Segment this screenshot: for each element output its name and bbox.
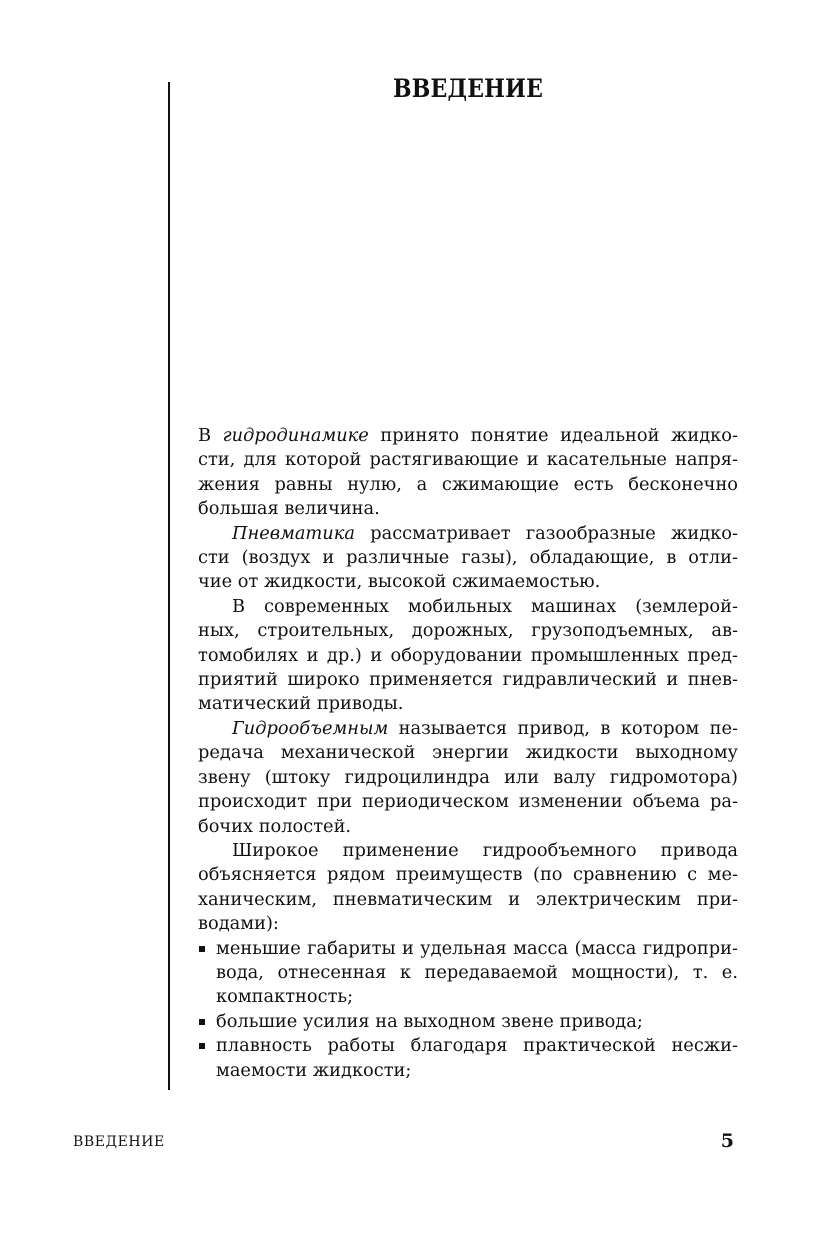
text-line [198, 522, 738, 546]
text-span: рассматривает газообразные жидко- [354, 522, 738, 544]
text-line: ханическим, пневматическим и электрическим при- [198, 888, 738, 910]
list-item [198, 1034, 738, 1083]
page-number: 5 [720, 1130, 734, 1152]
text-line [198, 717, 738, 741]
running-head: ВВЕДЕНИЕ [73, 1134, 165, 1150]
text-line: звену (штоку гидроцилиндра или валу гидромотора) [198, 766, 738, 788]
text-line: происходит при периодическом изменении объема ра- [198, 791, 738, 813]
text-line: бочих полостей. [198, 815, 352, 837]
text-line: В современных мобильных машинах (землерой- [232, 595, 738, 617]
text-line: маемости жидкости; [216, 1059, 412, 1081]
text-line: водами): [198, 913, 279, 935]
text-line: чие от жидкости, высокой сжимаемостью. [198, 571, 601, 593]
body-text [198, 424, 738, 1083]
margin-rule [168, 82, 170, 1090]
bullet-icon [199, 1043, 205, 1049]
text-line: приятий широко применяется гидравлический и пнев- [198, 669, 738, 691]
italic-term: Пневматика [232, 522, 355, 544]
text-line: редача механической энергии жидкости выходному [198, 742, 738, 764]
text-line: объясняется рядом преимуществ (по сравнению с ме- [198, 864, 738, 886]
chapter-title: ВВЕДЕНИЕ [392, 74, 544, 103]
text-line: компактность; [216, 986, 354, 1008]
text-line: большие усилия на выходном звене привода; [216, 1010, 643, 1032]
text-line: сти (воздух и различные газы), обладающие, в отли- [198, 547, 738, 569]
text-span: В [198, 425, 223, 446]
text-line: ных, строительных, дорожных, грузоподъемных, ав- [198, 620, 738, 642]
italic-term: гидродинамике [222, 425, 369, 446]
text-line: матический приводы. [198, 693, 404, 715]
text-line: вода, отнесенная к передаваемой мощности), т. е. [216, 961, 738, 983]
text-line [198, 424, 738, 448]
text-line: большая величина. [198, 498, 380, 520]
italic-term: Гидрообъемным [232, 717, 389, 739]
bullet-icon [199, 1019, 205, 1025]
text-line: жения равны нулю, а сжимающие есть бесконечно [198, 473, 738, 495]
text-line: плавность работы благодаря практической несжи- [216, 1035, 738, 1057]
bullet-icon [199, 946, 205, 952]
text-line: меньшие габариты и удельная масса (масса гидропри- [216, 937, 738, 959]
text-span: называется привод, в котором пе- [388, 717, 738, 739]
list-item [198, 1010, 738, 1034]
list-item [198, 937, 738, 1010]
text-line: Широкое применение гидрообъемного привода [232, 839, 738, 861]
text-line: сти, для которой растягивающие и касательные напря- [198, 449, 738, 471]
text-span: принято понятие идеальной жидко- [368, 425, 738, 446]
text-line: томобилях и др.) и оборудовании промышленных пред- [198, 644, 738, 666]
